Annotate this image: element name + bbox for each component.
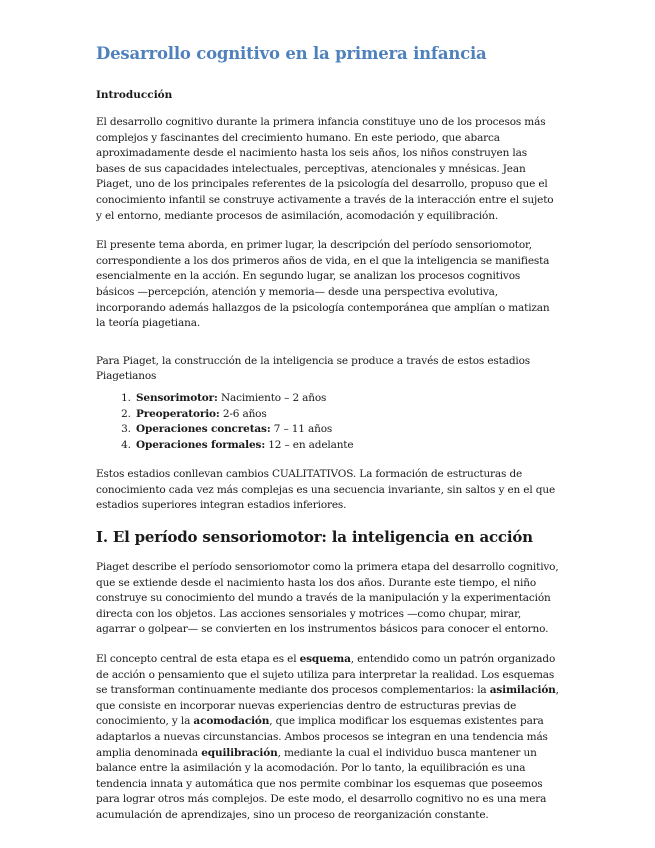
document-title: Desarrollo cognitivo en la primera infancia	[96, 44, 487, 63]
stage-name: Sensorimotor:	[136, 391, 218, 404]
stage-name: Preoperatorio:	[136, 407, 220, 420]
section-1-paragraph-2: El concepto central de esta etapa es el esquema, entendido como un patrón organizado de acción o pensamiento que el sujeto utiliza para interpretar la realidad. Los esquemas se transforman continuamente mediante dos procesos complementarios: la asimilación, que consiste en incorporar nuevas experiencias dentro de estructuras previas de conocimiento, y la acomodación, que implica modificar los esquemas existentes para adaptarlos a nuevas circunstancias. Ambos procesos se integran en una tendencia más amplia denominada equilibración, mediante la cual el individuo busca mantener un balance entre la asimilación y la acomodación. Por lo tanto, la equilibración es una tendencia innata y automática que nos permite combinar los esquemas que poseemos para lograr otros más complejos. De este modo, el desarrollo cognitivo no es una mera acumulación de aprendizajes, sino un proceso de reorganización constante.	[96, 653, 559, 821]
stage-detail: 7 – 11 años	[270, 423, 333, 436]
section-1-paragraph-1: Piaget describe el período sensoriomotor como la primera etapa del desarrollo cognitivo, que se extiende desde el nacimiento hasta los dos años. Durante este tiempo, el niño construye su conocimiento del mundo a través de la manipulación y la experimentación directa con los objetos. Las acciones sensoriales y motrices —como chupar, mirar, agarrar o golpear— se convierten en los instrumentos básicos para conocer el entorno.	[96, 561, 559, 636]
stage-name: Operaciones formales:	[136, 438, 266, 451]
term-asimilacion: asimilación	[489, 684, 556, 697]
stage-item	[134, 422, 559, 438]
term-esquema: esquema	[299, 653, 351, 666]
stages-list	[96, 391, 559, 453]
stage-item	[134, 438, 559, 454]
stages-intro: Para Piaget, la construcción de la inteligencia se produce a través de estos estadios Piagetianos	[96, 354, 531, 383]
intro-heading: Introducción	[96, 89, 173, 101]
stage-item	[134, 391, 559, 407]
stage-item	[134, 407, 559, 423]
term-equilibracion: equilibración	[201, 746, 278, 759]
intro-paragraph-2: El presente tema aborda, en primer lugar, la descripción del período sensoriomotor, correspondiente a los dos primeros años de vida, en el que la inteligencia se manifiesta esencialmente en la acción. En segundo lugar, se analizan los procesos cognitivos básicos —percepción, atención y memoria— desde una perspectiva evolutiva, incorporando además hallazgos de la psicología contemporánea que amplían o matizan la teoría piagetiana.	[96, 239, 550, 330]
term-acomodacion: acomodación	[193, 715, 270, 728]
stage-detail: 12 – en adelante	[265, 438, 354, 451]
section-1-heading: I. El período sensoriomotor: la inteligencia en acción	[96, 528, 533, 547]
stage-detail: Nacimiento – 2 años	[217, 391, 327, 404]
intro-paragraph-1: El desarrollo cognitivo durante la primera infancia constituye uno de los procesos más complejos y fascinantes del crecimiento humano. En este periodo, que abarca aproximadamente desde el nacimiento hasta los seis años, los niños construyen las bases de sus capacidades intelectuales, perceptivas, atencionales y mnésicas. Jean Piaget, uno de los principales referentes de la psicología del desarrollo, propuso que el conocimiento infantil se construye activamente a través de la interacción entre el sujeto y el entorno, mediante procesos de asimilación, acomodación y equilibración.	[96, 116, 554, 222]
stages-note: Estos estadios conllevan cambios CUALITATIVOS. La formación de estructuras de conocimiento cada vez más complejas es una secuencia invariante, sin saltos y en el que estadios superiores integran estadios inferiores.	[96, 468, 556, 512]
stage-name: Operaciones concretas:	[136, 423, 271, 436]
stage-detail: 2-6 años	[219, 407, 267, 420]
